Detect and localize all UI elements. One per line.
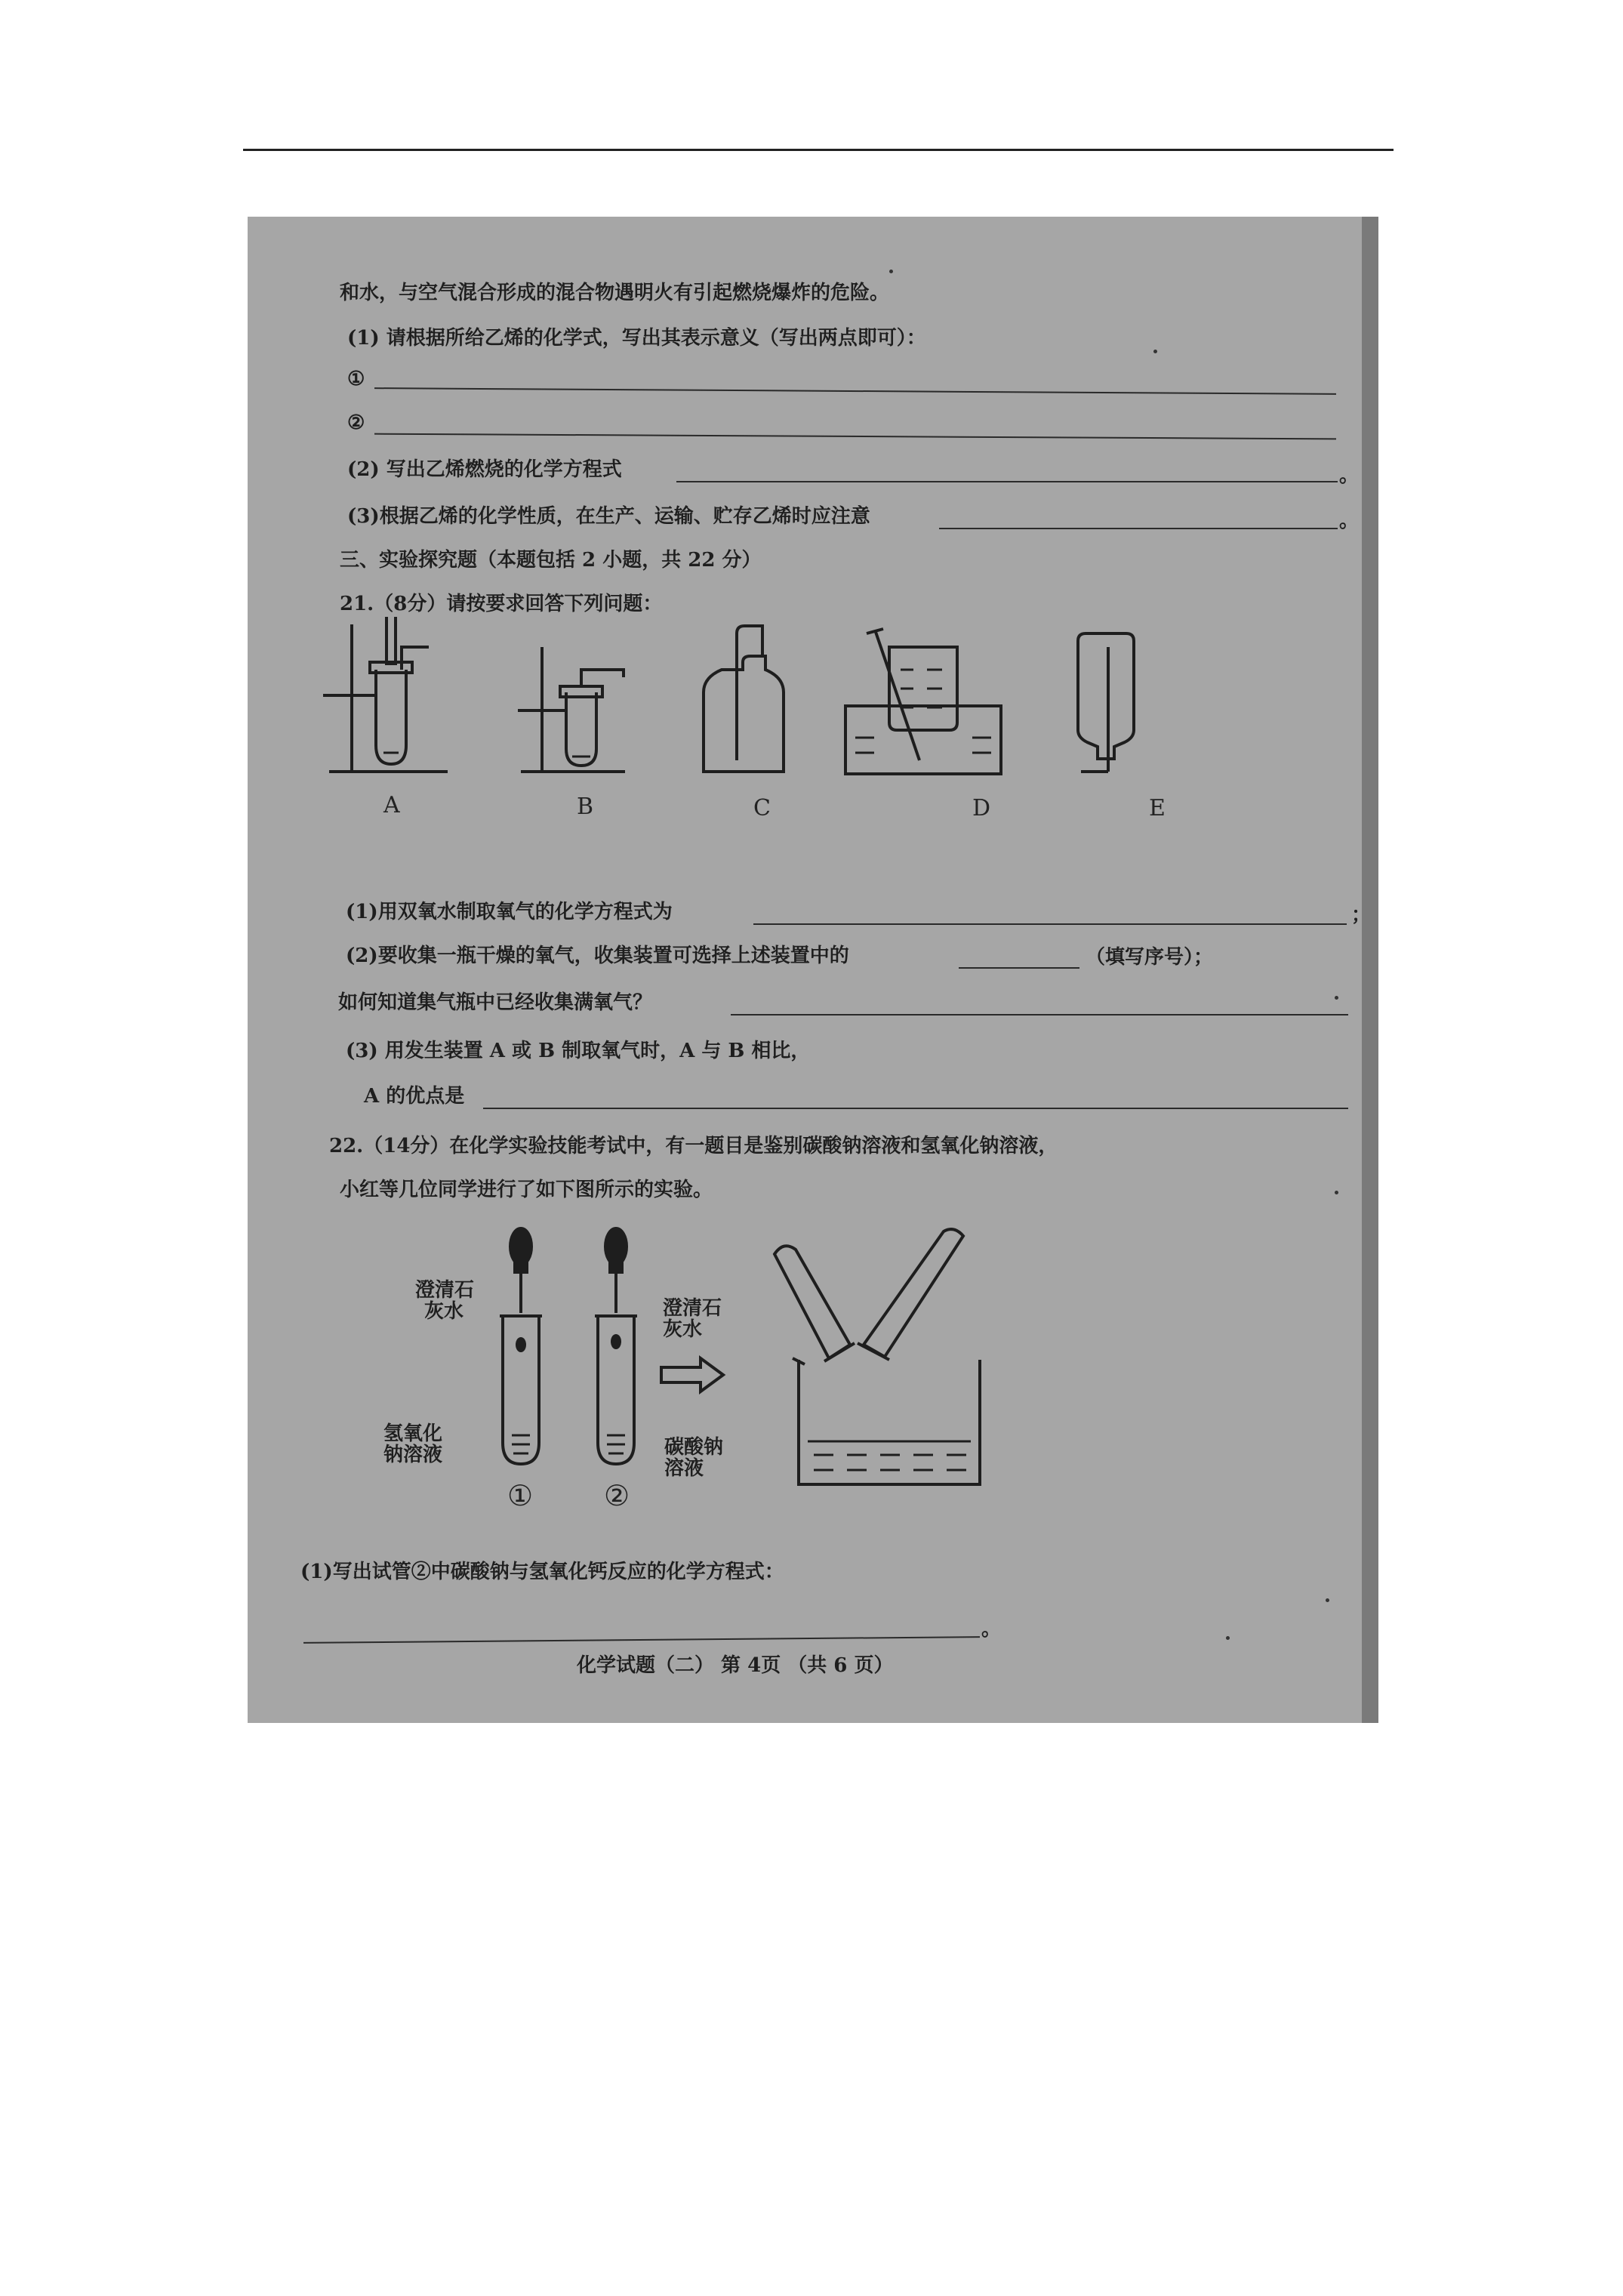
answer-blank-3[interactable]: [676, 481, 1338, 482]
apparatus-b: [518, 647, 625, 772]
answer-blank-21-2b[interactable]: [731, 1014, 1348, 1015]
semicolon-mark: ；: [1351, 904, 1372, 926]
apparatus-label-e: E: [1149, 795, 1166, 821]
speck: [889, 270, 893, 273]
apparatus-label-d: D: [972, 795, 991, 821]
question-21-2b: 如何知道集气瓶中已经收集满氧气？: [338, 991, 653, 1014]
apparatus-figure: [323, 617, 1378, 791]
question-2: (2) 写出乙烯燃烧的化学方程式: [347, 458, 622, 481]
answer-blank-22-1[interactable]: [303, 1636, 980, 1644]
tube-1-reagent-label: 澄清石 灰水: [415, 1279, 475, 1323]
intro-text: 和水，与空气混合形成的混合物遇明火有引起燃烧爆炸的危险。: [340, 282, 890, 304]
apparatus-label-a: A: [383, 792, 400, 818]
tube-2-solution-label: 碳酸钠 溶液: [664, 1436, 724, 1480]
arrow-icon: [661, 1358, 723, 1391]
answer-blank-1[interactable]: [374, 387, 1336, 395]
photo-edge-shadow: [1362, 217, 1378, 1723]
speck: [1226, 1636, 1230, 1640]
answer-marker-2: ②: [347, 411, 365, 434]
question-3: (3)根据乙烯的化学性质，在生产、运输、贮存乙烯时应注意: [347, 505, 870, 528]
apparatus-c: [704, 626, 784, 772]
period-mark: 。: [1339, 510, 1360, 532]
question-22-heading: 22.（14分）在化学实验技能考试中，有一题目是鉴别碳酸钠溶液和氢氧化钠溶液，: [329, 1135, 1058, 1157]
period-mark: 。: [981, 1618, 1002, 1641]
answer-blank-4[interactable]: [939, 528, 1338, 529]
question-21-heading: 21.（8分）请按要求回答下列问题：: [340, 593, 663, 615]
question-21-3: (3) 用发生装置 A 或 B 制取氧气时，A 与 B 相比，: [346, 1040, 811, 1062]
speck: [1326, 1598, 1329, 1602]
speck: [1335, 1191, 1338, 1194]
exam-page-photo: [248, 217, 1378, 1723]
question-21-2: (2)要收集一瓶干燥的氧气，收集装置可选择上述装置中的: [346, 945, 849, 967]
speck: [1153, 350, 1157, 353]
question-21-1: (1)用双氧水制取氧气的化学方程式为: [346, 901, 673, 923]
beaker: [793, 1358, 980, 1484]
question-22-1: (1)写出试管②中碳酸钠与氢氧化钙反应的化学方程式：: [300, 1561, 784, 1583]
answer-blank-21-2[interactable]: [959, 967, 1079, 969]
period-mark: 。: [1339, 464, 1360, 487]
page-footer: 化学试题（二） 第 4页 （共 6 页）: [577, 1654, 894, 1677]
tube-2-number: ②: [604, 1479, 630, 1512]
poured-tube-left: [775, 1246, 855, 1361]
answer-blank-21-1[interactable]: [753, 923, 1347, 925]
dropper-1: [510, 1228, 531, 1313]
answer-blank-2[interactable]: [374, 433, 1336, 440]
header-rule: [243, 149, 1394, 151]
test-tube-1: [500, 1316, 542, 1464]
apparatus-a: [323, 617, 448, 772]
section-heading: 三、实验探究题（本题包括 2 小题，共 22 分）: [340, 549, 762, 572]
apparatus-d: [845, 629, 1001, 774]
apparatus-label-b: B: [577, 794, 594, 820]
tube-2-reagent-label: 澄清石 灰水: [663, 1297, 722, 1341]
question-21-3b: A 的优点是: [364, 1085, 465, 1108]
answer-marker-1: ①: [347, 368, 365, 390]
test-tube-2: [595, 1316, 637, 1464]
question-22-heading-cont: 小红等几位同学进行了如下图所示的实验。: [340, 1179, 713, 1201]
question-21-2-tail: （填写序号）；: [1086, 946, 1214, 969]
tube-1-solution-label: 氢氧化 钠溶液: [383, 1422, 443, 1466]
question-1: (1) 请根据所给乙烯的化学式，写出其表示意义（写出两点即可）：: [347, 327, 926, 350]
speck: [1335, 996, 1338, 1000]
apparatus-label-c: C: [753, 795, 771, 821]
experiment-figure: [497, 1224, 1252, 1496]
tube-1-number: ①: [507, 1479, 534, 1512]
poured-tube-right: [858, 1229, 963, 1360]
answer-blank-21-3[interactable]: [483, 1108, 1348, 1109]
apparatus-e: [1078, 633, 1134, 772]
dropper-2: [605, 1228, 627, 1313]
